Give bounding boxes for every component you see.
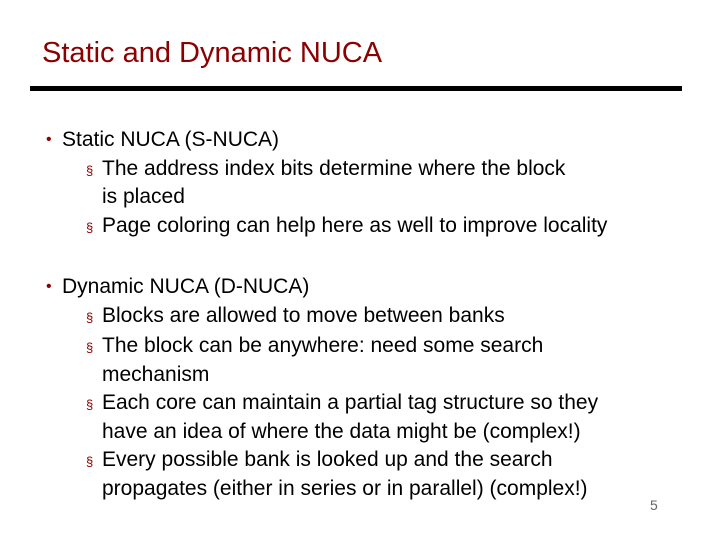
list-item [86,446,598,503]
page-number: 5 [650,497,658,513]
list-item [86,389,598,446]
square-bullet-icon: § [86,340,94,355]
list-item-text: The address index bits determine where the block is placed [102,156,566,208]
square-bullet-icon: § [86,162,94,178]
round-bullet-icon: • [46,278,52,295]
section-heading-row [46,126,607,155]
slide-title: Static and Dynamic NUCA [42,37,383,69]
list-item-text: The block can be anywhere: need some search mechanism [102,334,544,386]
list-item [86,212,607,243]
section-heading: Static NUCA (S-NUCA) [62,128,280,151]
list-item [86,302,598,333]
section-static-nuca [46,126,607,242]
list-item [86,155,607,212]
square-bullet-icon: § [86,454,94,469]
list-item-text: Every possible bank is looked up and the search propagates (either in series or in parallel) (complex!) [102,448,588,500]
title-divider [30,86,682,91]
square-bullet-icon: § [86,397,94,412]
section-dynamic-nuca [46,273,598,503]
list-item [86,332,598,389]
square-bullet-icon: § [86,219,94,235]
list-item-text: Blocks are allowed to move between banks [102,303,505,327]
list-item-text: Page coloring can help here as well to improve locality [102,213,608,237]
section-heading-row [46,273,598,302]
list-item-text: Each core can maintain a partial tag structure so they have an idea of where the data might be (complex!) [102,391,599,443]
square-bullet-icon: § [86,309,94,325]
round-bullet-icon: • [46,131,52,148]
section-heading: Dynamic NUCA (D-NUCA) [62,275,310,298]
